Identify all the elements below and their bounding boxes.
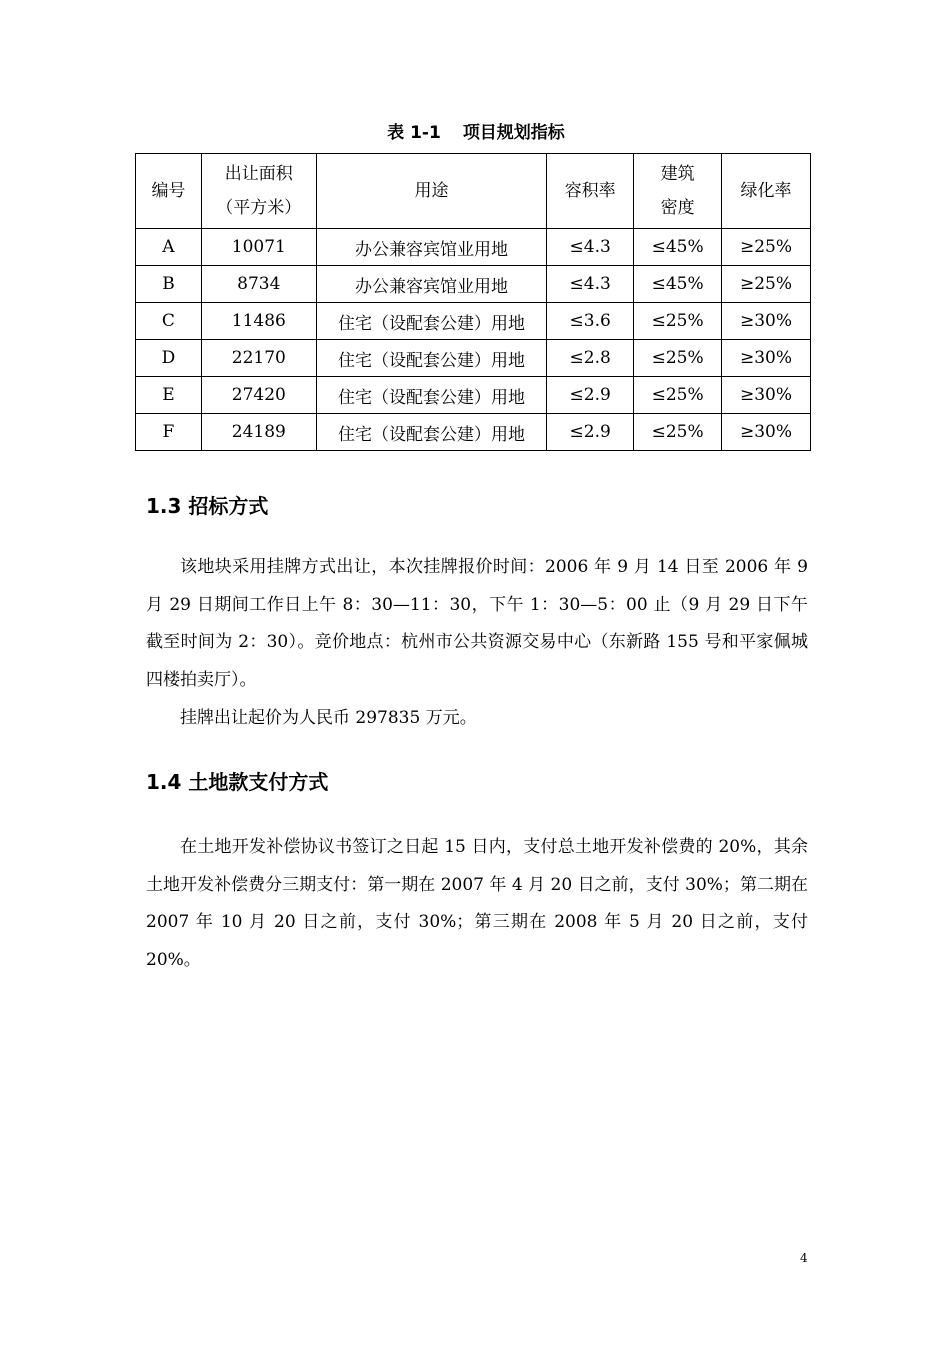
cell-area: 27420 — [201, 377, 316, 414]
table-body — [136, 229, 811, 451]
cell-usage: 住宅（设配套公建）用地 — [316, 303, 547, 340]
cell-green: ≥30% — [722, 377, 811, 414]
cell-usage: 办公兼容宾馆业用地 — [316, 266, 547, 303]
table-caption-number: 表 1-1 — [387, 123, 441, 143]
cell-id: E — [136, 377, 202, 414]
header-usage: 用途 — [316, 154, 547, 229]
cell-far: ≤2.9 — [547, 377, 634, 414]
table-caption — [0, 122, 952, 144]
table-header — [136, 154, 811, 229]
section-heading-bidding-method: 1.3 招标方式 — [146, 494, 269, 518]
header-area-line1: 出让面积 — [224, 164, 293, 184]
cell-usage: 住宅（设配套公建）用地 — [316, 340, 547, 377]
cell-id: D — [136, 340, 202, 377]
cell-area: 10071 — [201, 229, 316, 266]
cell-green: ≥25% — [722, 266, 811, 303]
table-row — [136, 229, 811, 266]
table-row — [136, 266, 811, 303]
header-density-line1: 建筑 — [660, 164, 695, 184]
cell-usage: 住宅（设配套公建）用地 — [316, 377, 547, 414]
cell-id: C — [136, 303, 202, 340]
cell-green: ≥25% — [722, 229, 811, 266]
header-density — [634, 154, 722, 229]
cell-density: ≤25% — [634, 340, 722, 377]
header-area — [201, 154, 316, 229]
payment-method-paragraph: 在土地开发补偿协议书签订之日起 15 日内，支付总土地开发补偿费的 20%，其余土地开发补偿费分三期支付：第一期在 2007 年 4 月 20 日之前，支付 30%；第二期在 2007 年 10 月 20 日之前，支付 30%；第三期在 2008 年 5 月 20 日之前，支付 20%。 — [146, 837, 808, 970]
cell-density: ≤25% — [634, 377, 722, 414]
page-number: 4 — [800, 1251, 808, 1265]
cell-area: 24189 — [201, 414, 316, 451]
header-far: 容积率 — [547, 154, 634, 229]
cell-area: 8734 — [201, 266, 316, 303]
header-id: 编号 — [136, 154, 202, 229]
section-heading-payment-method: 1.4 土地款支付方式 — [146, 770, 329, 794]
table-caption-title: 项目规划指标 — [462, 123, 565, 143]
cell-id: F — [136, 414, 202, 451]
cell-green: ≥30% — [722, 340, 811, 377]
header-green: 绿化率 — [722, 154, 811, 229]
planning-indicators-table — [135, 153, 811, 451]
bidding-method-paragraph: 该地块采用挂牌方式出让，本次挂牌报价时间：2006 年 9 月 14 日至 2006 年 9 月 29 日期间工作日上午 8：30—11：30，下午 1：30—5：00 止（9 月 29 日下午截至时间为 2：30）。竞价地点：杭州市公共资源交易中心（东新路 155 号和平家佩城四楼拍卖厅）。 — [146, 557, 808, 690]
starting-price-paragraph: 挂牌出让起价为人民币 297835 万元。 — [180, 708, 477, 728]
table-header-row — [136, 154, 811, 229]
cell-density: ≤25% — [634, 414, 722, 451]
cell-area: 22170 — [201, 340, 316, 377]
header-density-line2: 密度 — [660, 198, 695, 218]
cell-id: A — [136, 229, 202, 266]
table-row — [136, 340, 811, 377]
cell-far: ≤4.3 — [547, 229, 634, 266]
table-row — [136, 303, 811, 340]
cell-density: ≤45% — [634, 229, 722, 266]
cell-far: ≤2.8 — [547, 340, 634, 377]
cell-far: ≤2.9 — [547, 414, 634, 451]
cell-green: ≥30% — [722, 303, 811, 340]
cell-far: ≤4.3 — [547, 266, 634, 303]
cell-density: ≤25% — [634, 303, 722, 340]
table-row — [136, 414, 811, 451]
cell-usage: 办公兼容宾馆业用地 — [316, 229, 547, 266]
cell-green: ≥30% — [722, 414, 811, 451]
cell-density: ≤45% — [634, 266, 722, 303]
header-area-line2: （平方米） — [216, 198, 302, 218]
cell-area: 11486 — [201, 303, 316, 340]
table-row — [136, 377, 811, 414]
cell-id: B — [136, 266, 202, 303]
cell-far: ≤3.6 — [547, 303, 634, 340]
cell-usage: 住宅（设配套公建）用地 — [316, 414, 547, 451]
